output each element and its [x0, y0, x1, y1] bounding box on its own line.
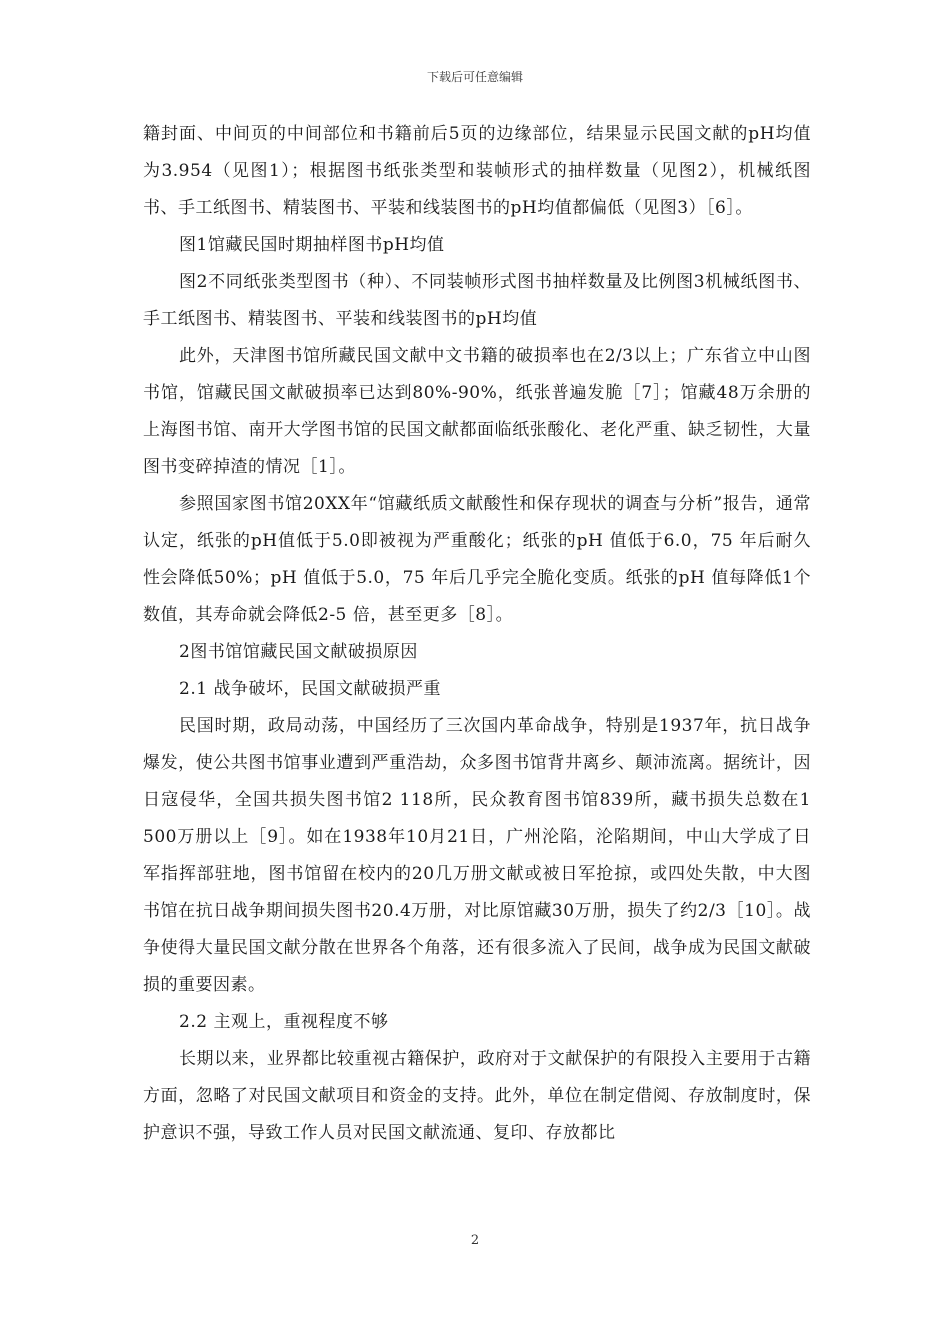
- figure-caption-1: 图1馆藏民国时期抽样图书pH均值: [179, 235, 445, 255]
- paragraph-damage-rate: 此外，天津图书馆所藏民国文献中文书籍的破损率也在2/3以上；广东省立中山图书馆，馆藏民国文献破损率已达到80%-90%，纸张普遍发脆［7］；馆藏48万余册的上海图书馆、南开大学图书馆的民国文献都面临纸张酸化、老化严重、缺乏韧性，大量图书变碎掉渣的情况［1］。: [143, 346, 811, 477]
- section-heading-2: 2图书馆馆藏民国文献破损原因: [179, 642, 418, 662]
- paragraph-ph-standard: 参照国家图书馆20XX年“馆藏纸质文献酸性和保存现状的调查与分析”报告，通常认定，纸张的pH值低于5.0即被视为严重酸化；纸张的pH 值低于6.0，75 年后耐久性会降低50%；pH 值低于5.0，75 年后几乎完全脆化变质。纸张的pH 值每降低1个数值，其寿命就会降低2-5 倍，甚至更多［8］。: [143, 494, 811, 625]
- subsection-heading-2-1: 2.1 战争破坏，民国文献破损严重: [179, 679, 441, 699]
- document-body: [143, 116, 811, 1152]
- paragraph-war-damage: 民国时期，政局动荡，中国经历了三次国内革命战争，特别是1937年，抗日战争爆发，使公共图书馆事业遭到严重浩劫，众多图书馆背井离乡、颠沛流离。据统计，因日寇侵华，全国共损失图书馆2 118所，民众教育图书馆839所，藏书损失总数在1 500万册以上［9］。如在1938年10月21日，广州沦陷，沦陷期间，中山大学成了日军指挥部驻地，图书馆留在校内的20几万册文献或被日军抢掠，或四处失散，中大图书馆在抗日战争期间损失图书20.4万册，对比原馆藏30万册，损失了约2/3［10］。战争使得大量民国文献分散在世界各个角落，还有很多流入了民间，战争成为民国文献破损的重要因素。: [143, 716, 811, 995]
- page-header: 下载后可任意编辑: [426, 70, 523, 84]
- paragraph-continuation: 籍封面、中间页的中间部位和书籍前后5页的边缘部位，结果显示民国文献的pH均值为3.954（见图1）；根据图书纸张类型和装帧形式的抽样数量（见图2），机械纸图书、手工纸图书、精装图书、平装和线装图书的pH均值都偏低（见图3）［6］。: [143, 124, 811, 218]
- page-number: 2: [470, 1233, 480, 1248]
- figure-caption-2-3: 图2不同纸张类型图书（种）、不同装帧形式图书抽样数量及比例图3机械纸图书、手工纸图书、精装图书、平装和线装图书的pH均值: [143, 272, 811, 329]
- subsection-heading-2-2: 2.2 主观上，重视程度不够: [179, 1012, 389, 1032]
- paragraph-subjective-factors: 长期以来，业界都比较重视古籍保护，政府对于文献保护的有限投入主要用于古籍方面，忽略了对民国文献项目和资金的支持。此外，单位在制定借阅、存放制度时，保护意识不强，导致工作人员对民国文献流通、复印、存放都比: [143, 1049, 811, 1143]
